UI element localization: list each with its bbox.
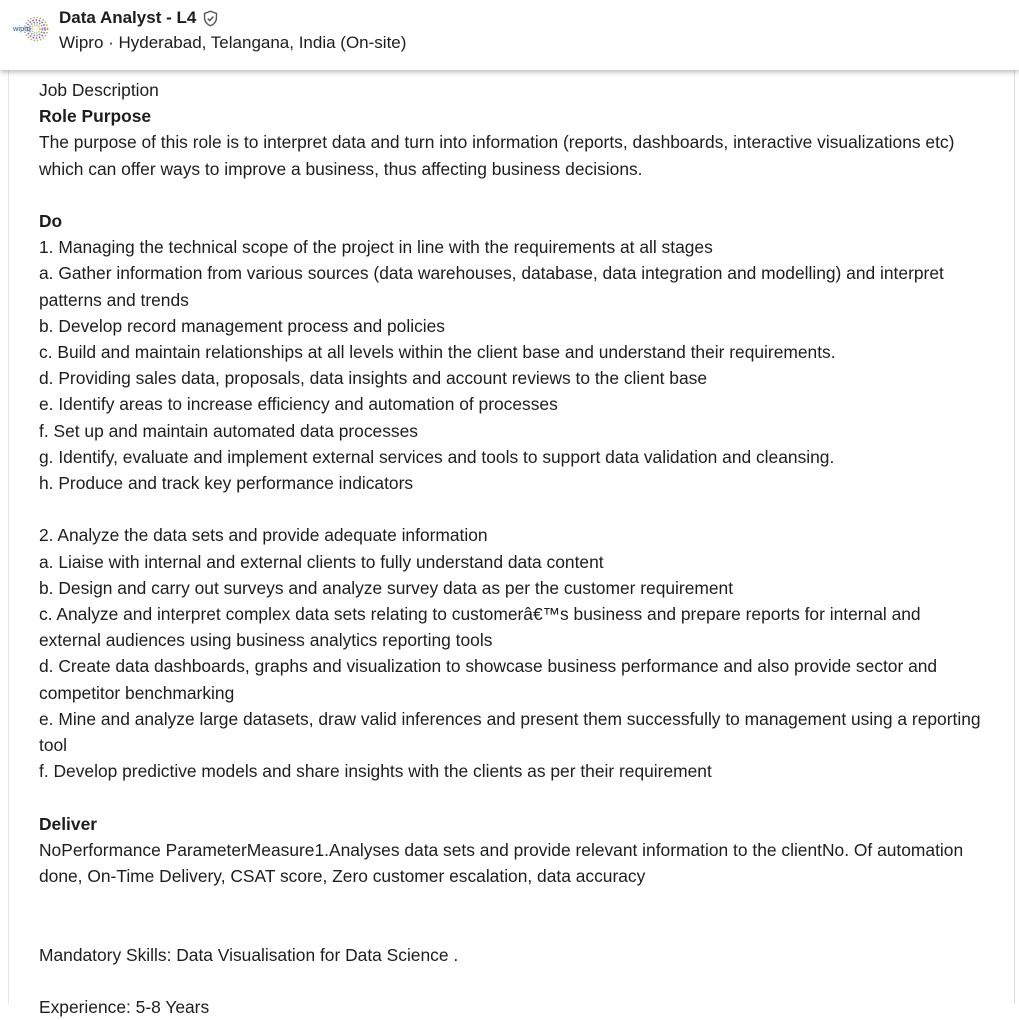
deliver-line: done, On-Time Delivery, CSAT score, Zero customer escalation, data accuracy xyxy=(39,866,646,887)
job-description-body xyxy=(39,77,999,1020)
panel-left-border xyxy=(8,70,9,1004)
panel-right-border xyxy=(1014,70,1015,1004)
spacer xyxy=(39,784,999,810)
role-purpose-text: which can offer ways to improve a business, thus affecting business decisions. xyxy=(39,158,643,179)
svg-text:wipro: wipro xyxy=(13,24,31,33)
section1-line: 1. Managing the technical scope of the project in line with the requirements at all stages xyxy=(39,237,713,258)
section1-line: patterns and trends xyxy=(39,289,189,310)
section2-line: external audiences using business analytics reporting tools xyxy=(39,630,493,651)
verified-shield-icon xyxy=(202,10,219,27)
company-location-line: Wipro · Hyderabad, Telangana, India (On-site) xyxy=(59,33,407,52)
section1-line: h. Produce and track key performance indicators xyxy=(39,473,414,494)
experience-line: Experience: 5-8 Years xyxy=(39,997,210,1018)
section1-line: f. Set up and maintain automated data processes xyxy=(39,420,418,441)
section2-line: c. Analyze and interpret complex data sets relating to customerâ€™s business and prepare reports for internal and xyxy=(39,604,921,625)
spacer xyxy=(39,182,999,208)
section1-line: c. Build and maintain relationships at all levels within the client base and understand their requirements. xyxy=(39,342,836,363)
do-label: Do xyxy=(39,211,63,231)
spacer xyxy=(39,496,999,522)
section1-line: d. Providing sales data, proposals, data insights and account reviews to the client base xyxy=(39,368,708,389)
section1-line: g. Identify, evaluate and implement external services and tools to support data validation and cleansing. xyxy=(39,446,835,467)
section2-line: a. Liaise with internal and external clients to fully understand data content xyxy=(39,551,604,572)
section2-line: b. Design and carry out surveys and analyze survey data as per the customer requirement xyxy=(39,577,734,598)
section2-line: competitor benchmarking xyxy=(39,682,235,703)
deliver-line: NoPerformance ParameterMeasure1.Analyses data sets and provide relevant information to the clientNo. Of automation xyxy=(39,839,964,860)
sticky-job-header xyxy=(0,0,1019,70)
section2-line: tool xyxy=(39,735,68,756)
job-title-row xyxy=(59,7,219,29)
job-title[interactable]: Data Analyst - L4 xyxy=(59,8,197,27)
section2-line: e. Mine and analyze large datasets, draw valid inferences and present them successfully to management using a reporting xyxy=(39,708,981,729)
section2-line: 2. Analyze the data sets and provide adequate information xyxy=(39,525,488,546)
section2-line: d. Create data dashboards, graphs and visualization to showcase business performance and also provide sector and xyxy=(39,656,938,677)
mandatory-skills: Mandatory Skills: Data Visualisation for Data Science . xyxy=(39,944,459,965)
section1-line: e. Identify areas to increase efficiency and automation of processes xyxy=(39,394,558,415)
spacer xyxy=(39,889,999,941)
wipro-logo[interactable] xyxy=(12,11,48,47)
spacer xyxy=(39,968,999,994)
role-purpose-label: Role Purpose xyxy=(39,106,152,127)
section1-line: b. Develop record management process and policies xyxy=(39,315,446,336)
section1-line: a. Gather information from various sources (data warehouses, database, data integration and modelling) and interpret xyxy=(39,263,944,284)
deliver-label: Deliver xyxy=(39,813,98,834)
role-purpose-text: The purpose of this role is to interpret data and turn into information (reports, dashboards, interactive visualizations etc) xyxy=(39,132,955,153)
section2-line: f. Develop predictive models and share insights with the clients as per their requirement xyxy=(39,761,712,782)
description-heading: Job Description xyxy=(39,80,159,100)
